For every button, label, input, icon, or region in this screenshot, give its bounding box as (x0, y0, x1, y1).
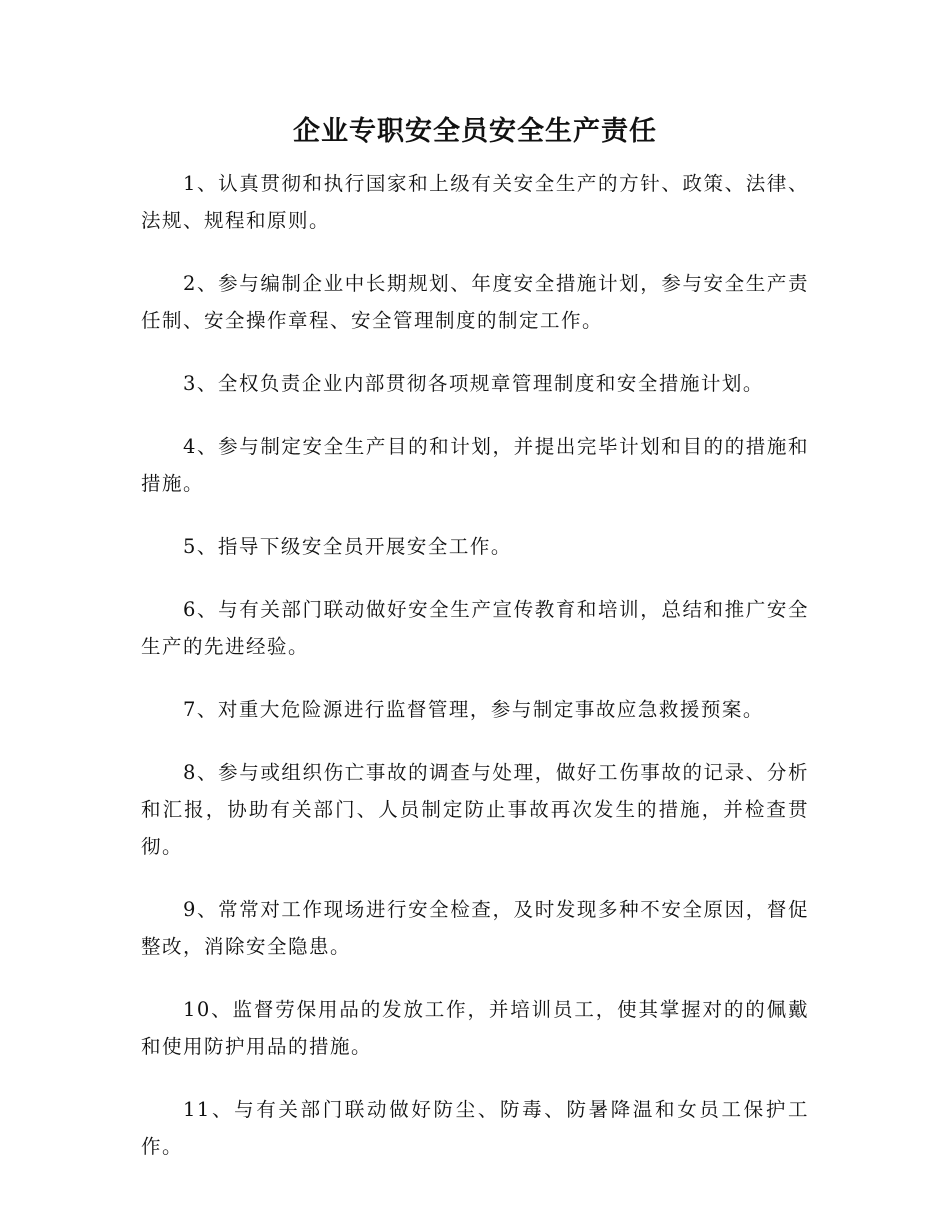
paragraph-9: 9、常常对工作现场进行安全检查，及时发现多种不安全原因，督促整改，消除安全隐患。 (141, 898, 809, 958)
paragraph-7: 7、对重大危险源进行监督管理，参与制定事故应急救援预案。 (183, 698, 764, 721)
paragraph-10: 10、监督劳保用品的发放工作，并培训员工，使其掌握对的的佩戴和使用防护用品的措施。 (141, 998, 809, 1058)
paragraph-3: 3、全权负责企业内部贯彻各项规章管理制度和安全措施计划。 (183, 372, 764, 395)
paragraph-1: 1、认真贯彻和执行国家和上级有关安全生产的方针、政策、法律、法规、规程和原则。 (141, 172, 809, 232)
paragraph-5: 5、指导下级安全员开展安全工作。 (183, 535, 512, 558)
paragraph-4: 4、参与制定安全生产目的和计划，并提出完毕计划和目的的措施和措施。 (141, 435, 809, 495)
document-title: 企业专职安全员安全生产责任 (293, 116, 657, 147)
paragraph-8: 8、参与或组织伤亡事故的调查与处理，做好工伤事故的记录、分析和汇报，协助有关部门、人员制定防止事故再次发生的措施，并检查贯彻。 (141, 761, 809, 858)
paragraph-2: 2、参与编制企业中长期规划、年度安全措施计划，参与安全生产责任制、安全操作章程、安全管理制度的制定工作。 (141, 272, 809, 332)
paragraph-6: 6、与有关部门联动做好安全生产宣传教育和培训，总结和推广安全生产的先进经验。 (141, 598, 809, 658)
paragraph-11: 11、与有关部门联动做好防尘、防毒、防暑降温和女员工保护工作。 (141, 1098, 809, 1158)
document-body (141, 165, 809, 1191)
